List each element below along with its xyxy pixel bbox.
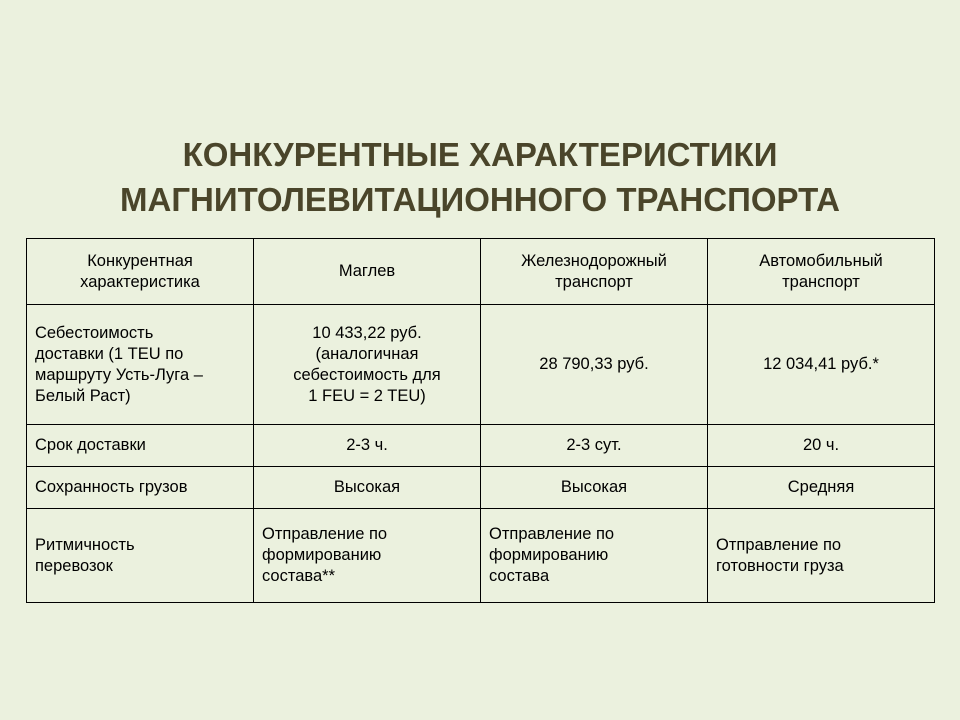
slide-title-line-2: МАГНИТОЛЕВИТАЦИОННОГО ТРАНСПОРТА [120, 181, 840, 218]
table-row-cost [27, 305, 935, 425]
comparison-table [26, 238, 935, 603]
safety-maglev: Высокая [254, 467, 481, 509]
row-label-term: Срок доставки [27, 425, 254, 467]
header-rail: Железнодорожный транспорт [481, 239, 708, 305]
rhythm-rail: Отправление по формированию состава [481, 509, 708, 603]
term-road: 20 ч. [708, 425, 935, 467]
cost-road: 12 034,41 руб.* [708, 305, 935, 425]
row-label-safety: Сохранность грузов [27, 467, 254, 509]
cost-rail: 28 790,33 руб. [481, 305, 708, 425]
row-label-cost: Себестоимость доставки (1 TEU по маршруту Усть-Луга – Белый Раст) [27, 305, 254, 425]
header-maglev: Маглев [254, 239, 481, 305]
slide-title [0, 132, 960, 222]
header-characteristic: Конкурентная характеристика [27, 239, 254, 305]
term-rail: 2-3 сут. [481, 425, 708, 467]
cost-maglev: 10 433,22 руб. (аналогичная себестоимость для 1 FEU = 2 TEU) [254, 305, 481, 425]
table-row-rhythm [27, 509, 935, 603]
term-maglev: 2-3 ч. [254, 425, 481, 467]
safety-rail: Высокая [481, 467, 708, 509]
table-header-row [27, 239, 935, 305]
header-road: Автомобильный транспорт [708, 239, 935, 305]
rhythm-maglev: Отправление по формированию состава** [254, 509, 481, 603]
row-label-rhythm: Ритмичность перевозок [27, 509, 254, 603]
safety-road: Средняя [708, 467, 935, 509]
table-row-safety [27, 467, 935, 509]
slide-title-line-1: КОНКУРЕНТНЫЕ ХАРАКТЕРИСТИКИ [182, 136, 778, 173]
rhythm-road: Отправление по готовности груза [708, 509, 935, 603]
table-row-term [27, 425, 935, 467]
